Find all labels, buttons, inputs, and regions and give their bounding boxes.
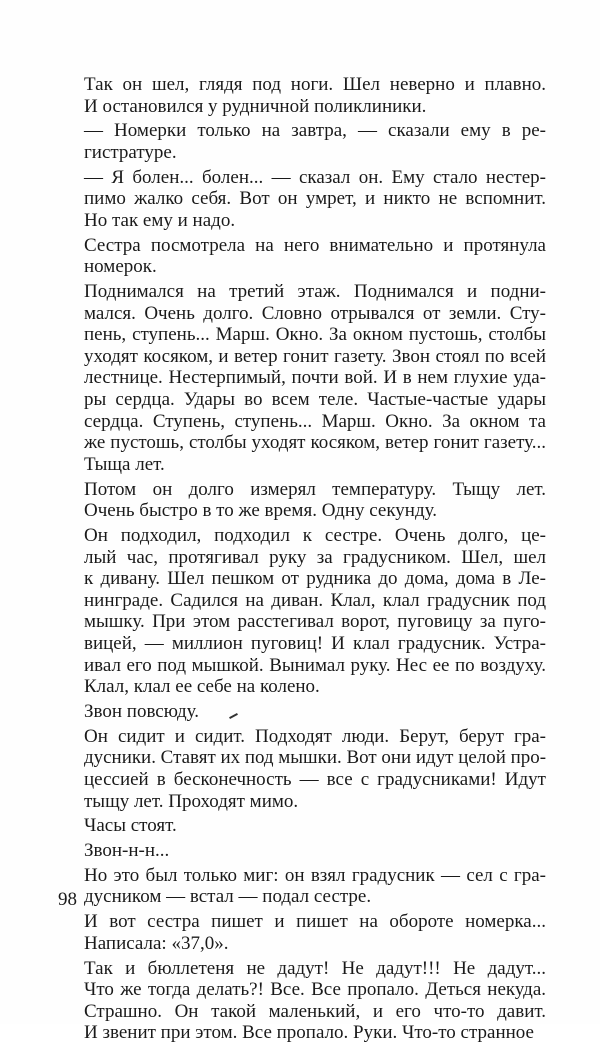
text-line: же пустошь, столбы уходят косяком, ветер гонит газету...: [84, 432, 546, 454]
paragraph: [84, 911, 546, 954]
text-line: Так он шел, глядя под ноги. Шел неверно и плавно.: [84, 74, 546, 95]
text-line: пень, ступень... Марш. Окно. За окном пустошь, столбы: [84, 324, 546, 346]
text-line: Часы стоят.: [84, 815, 177, 837]
text-line: Поднимался на третий этаж. Поднимался и подни-: [84, 281, 546, 303]
text-line: к дивану. Шел пешком от рудника до дома, дома в Ле-: [84, 568, 546, 590]
text-line: сердца. Ступень, ступень... Марш. Окно. За окном та: [84, 410, 546, 432]
text-line: Но это был только миг: он взял градусник — сел с гра-: [84, 864, 546, 886]
text-line: пимо жалко себя. Вот он умрет, и никто не вспомнит.: [84, 188, 546, 210]
paragraph: [84, 958, 546, 1044]
paragraph: [84, 701, 546, 723]
text-line: вицей, — миллион пуговиц! И клал градусник. Устра-: [84, 632, 546, 654]
paragraph: [84, 120, 546, 163]
text-line: лестнице. Нестерпимый, почти вой. И в нем глухие уда-: [84, 367, 546, 389]
text-line: Написала: «37,0».: [84, 932, 229, 954]
text-line: И вот сестра пишет и пишет на обороте номерка...: [84, 911, 546, 933]
text-line: Что же тогда делать?! Все. Все пропало. Деться некуда.: [84, 979, 546, 1001]
text-line: Но так ему и надо.: [84, 209, 236, 231]
paragraph: [84, 235, 546, 278]
text-line: Клал, клал ее себе на колено.: [84, 676, 320, 698]
text-line: нинграде. Садился на диван. Клал, клал градусник под: [84, 589, 546, 611]
text-line: Очень быстро в то же время. Одну секунду.: [84, 500, 437, 522]
page-number: 98: [58, 889, 77, 910]
paragraph: [84, 525, 546, 698]
body-text: [84, 74, 546, 1047]
paragraph: [84, 865, 546, 908]
text-line: Звон-н-н...: [84, 840, 170, 862]
text-line: уходят косяком, и ветер гонит газету. Звон стоял по всей: [84, 345, 546, 367]
text-line: Потом он долго измерял температуру. Тыщу лет.: [84, 478, 546, 500]
text-line: цессией в бесконечность — все с градусниками! Идут: [84, 768, 546, 790]
text-line: — Номерки только на завтра, — сказали ему в ре-: [84, 120, 546, 142]
text-line: лый час, протягивал руку за градусником. Шел, шел: [84, 546, 546, 568]
text-line: дусником — встал — подал сестре.: [84, 886, 372, 908]
text-line: ры сердца. Удары во всем теле. Частые-частые удары: [84, 389, 546, 411]
text-line: Он подходил, подходил к сестре. Очень долго, це-: [84, 525, 546, 546]
paragraph: [84, 167, 546, 232]
text-line: ивал его под мышкой. Вынимал руку. Нес ее по воздуху.: [84, 654, 546, 676]
text-line: Тыща лет.: [84, 453, 165, 475]
paragraph: [84, 726, 546, 812]
text-line: — Я болен... болен... — сказал он. Ему стало нестер-: [84, 166, 546, 188]
paragraph: [84, 840, 546, 862]
text-line: мался. Очень долго. Словно отрывался от земли. Сту-: [84, 302, 546, 324]
text-line: мышку. При этом расстегивал ворот, пуговицу за пуго-: [84, 611, 546, 633]
text-line: Страшно. Он такой маленький, и его что-то давит.: [84, 1000, 546, 1022]
text-line: гистратуре.: [84, 141, 177, 163]
text-line: Звон повсюду.: [84, 700, 199, 722]
paragraph: [84, 815, 546, 837]
text-line: Он сидит и сидит. Подходят люди. Берут, берут гра-: [84, 725, 546, 747]
text-line: дусники. Ставят их под мышки. Вот они идут целой про-: [84, 747, 547, 769]
text-line: Так и бюллетеня не дадут! Не дадут!!! Не дадут...: [84, 957, 546, 979]
text-line: номерок.: [84, 256, 157, 278]
text-line: Сестра посмотрела на него внимательно и протянула: [84, 234, 546, 256]
text-line: И остановился у рудничной поликлиники.: [84, 95, 427, 117]
text-line: тыщу лет. Проходят мимо.: [84, 790, 299, 812]
paragraph: [84, 74, 546, 117]
text-line: И звенит при этом. Все пропало. Руки. Что-то странное: [84, 1022, 534, 1044]
paragraph: [84, 281, 546, 475]
paragraph: [84, 479, 546, 522]
